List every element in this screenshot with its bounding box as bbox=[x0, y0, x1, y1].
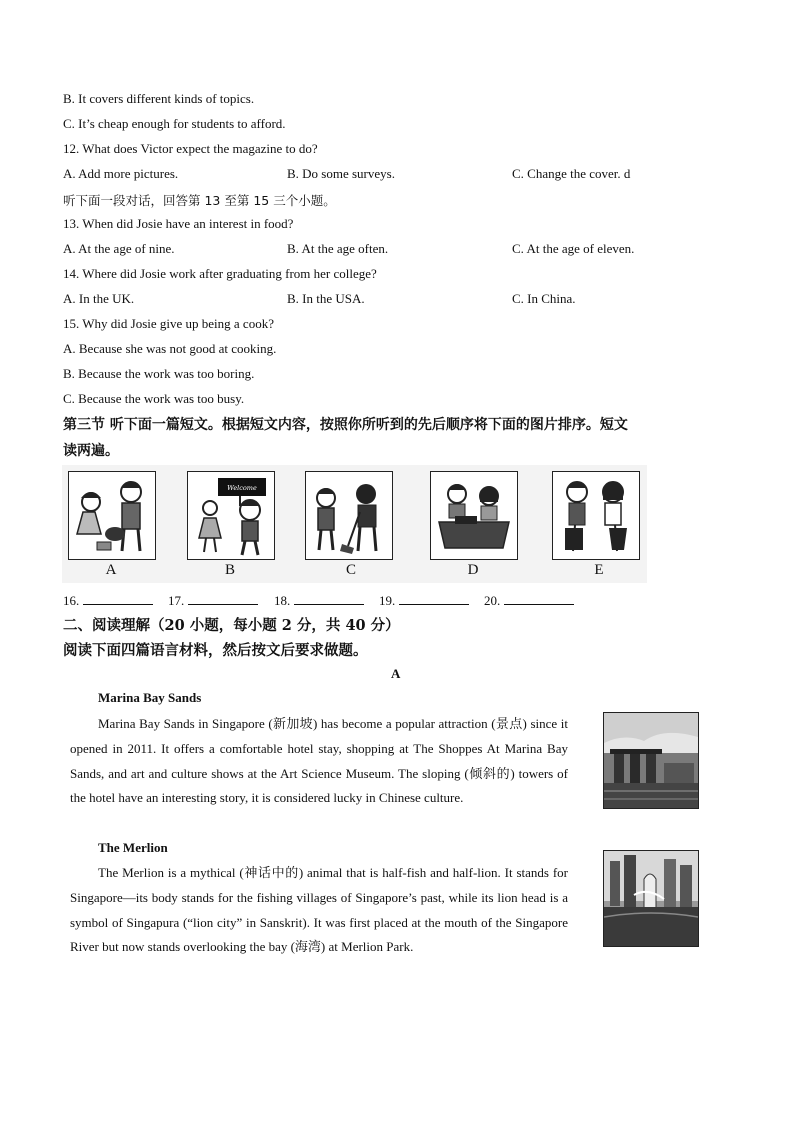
q15-option-c: C. Because the work was too busy. bbox=[63, 391, 245, 406]
answer-blank-20[interactable] bbox=[484, 592, 574, 609]
answer-number-16: 16. bbox=[63, 593, 80, 608]
welcome-sign-icon bbox=[188, 472, 274, 559]
marina-text: Marina Bay Sands in Singapore (新加坡) has become a popular attraction (景点) since it opened in 2011. It offers a comfortable hotel stay, shopping at The Shoppes At Marina Bay Sands, and art and culture shows at the Art Science Museum. The sloping (倾斜的) towers of the hotel have an interesting story, it is considered lucky in Chinese culture. bbox=[70, 716, 568, 806]
q15-stem: 15. Why did Josie give up being a cook? bbox=[63, 316, 274, 331]
q14-stem: 14. Where did Josie work after graduating from her college? bbox=[63, 266, 377, 281]
q12-stem: 12. What does Victor expect the magazine to do? bbox=[63, 141, 318, 156]
q13-option-b: B. At the age often. bbox=[287, 241, 389, 256]
merlion-text: The Merlion is a mythical (神话中的) animal that is half-fish and half-lion. It stands for Singapore—its body stands for the fishing villages of Singapore’s past, while its lion head is a symbol of Singapura (“lion city” in Sanskrit). It was first placed at the mouth of the Singapore River but now stands overlooking the bay (海湾) at Merlion Park. bbox=[70, 865, 568, 955]
answer-blank-18[interactable] bbox=[274, 592, 364, 609]
q11-option-c: C. It’s cheap enough for students to afford. bbox=[63, 116, 286, 131]
part2-title: 二、阅读理解（20 小题，每小题 2 分，共 40 分） bbox=[63, 617, 400, 634]
cleaning-bags-icon bbox=[553, 472, 639, 559]
part2-instruction: 阅读下面四篇语言材料，然后按文后要求做题。 bbox=[63, 642, 368, 659]
section3-title-line2: 读两遍。 bbox=[63, 443, 119, 459]
q14-option-a: A. In the UK. bbox=[63, 291, 135, 306]
answer-number-20: 20. bbox=[484, 593, 501, 608]
merlion-photo bbox=[603, 850, 699, 947]
q15-option-a: A. Because she was not good at cooking. bbox=[63, 341, 277, 356]
answer-number-19: 19. bbox=[379, 593, 396, 608]
q12-option-a: A. Add more pictures. bbox=[63, 166, 179, 181]
marina-bay-photo bbox=[603, 712, 699, 809]
q15-option-b: B. Because the work was too boring. bbox=[63, 366, 255, 381]
picture-a bbox=[68, 471, 156, 560]
picture-label-d: D bbox=[467, 562, 479, 578]
q11-option-b: B. It covers different kinds of topics. bbox=[63, 91, 255, 106]
picture-c bbox=[305, 471, 393, 560]
merlion-park-image bbox=[604, 851, 698, 946]
answer-line-18[interactable] bbox=[294, 592, 364, 605]
answer-number-18: 18. bbox=[274, 593, 291, 608]
answer-blank-19[interactable] bbox=[379, 592, 469, 609]
welcome-sign-text: Welcome bbox=[227, 484, 257, 492]
answer-line-17[interactable] bbox=[188, 592, 258, 605]
marina-title: Marina Bay Sands bbox=[98, 690, 202, 705]
picture-d bbox=[430, 471, 518, 560]
section3-title-line1: 第三节 听下面一篇短文。根据短文内容，按照你所听到的先后顺序将下面的图片排序。短文 bbox=[63, 417, 628, 433]
picture-label-e: E bbox=[594, 562, 604, 578]
picture-label-c: C bbox=[345, 562, 356, 578]
merlion-title: The Merlion bbox=[98, 840, 168, 855]
cooking-icon bbox=[431, 472, 517, 559]
answer-number-17: 17. bbox=[168, 593, 185, 608]
q13-option-c: C. At the age of eleven. bbox=[512, 241, 635, 256]
q13-option-a: A. At the age of nine. bbox=[63, 241, 175, 256]
passage-letter: A bbox=[391, 666, 401, 681]
kids-playing-icon bbox=[69, 472, 155, 559]
answer-blank-17[interactable] bbox=[168, 592, 258, 609]
picture-e bbox=[552, 471, 640, 560]
answer-line-20[interactable] bbox=[504, 592, 574, 605]
q12-option-c: C. Change the cover. d bbox=[512, 166, 631, 181]
dialogue-instruction: 听下面一段对话，回答第 13 至第 15 三个小题。 bbox=[63, 193, 336, 208]
marina-bay-sands-image bbox=[604, 713, 698, 808]
answer-line-16[interactable] bbox=[83, 592, 153, 605]
picture-b bbox=[187, 471, 275, 560]
q14-option-c: C. In China. bbox=[512, 291, 576, 306]
sweeping-icon bbox=[306, 472, 392, 559]
answer-line-19[interactable] bbox=[399, 592, 469, 605]
picture-label-a: A bbox=[105, 562, 117, 578]
q13-stem: 13. When did Josie have an interest in food? bbox=[63, 216, 294, 231]
q14-option-b: B. In the USA. bbox=[287, 291, 365, 306]
q12-option-b: B. Do some surveys. bbox=[287, 166, 395, 181]
answer-blank-16[interactable] bbox=[63, 592, 153, 609]
picture-label-b: B bbox=[224, 562, 235, 578]
